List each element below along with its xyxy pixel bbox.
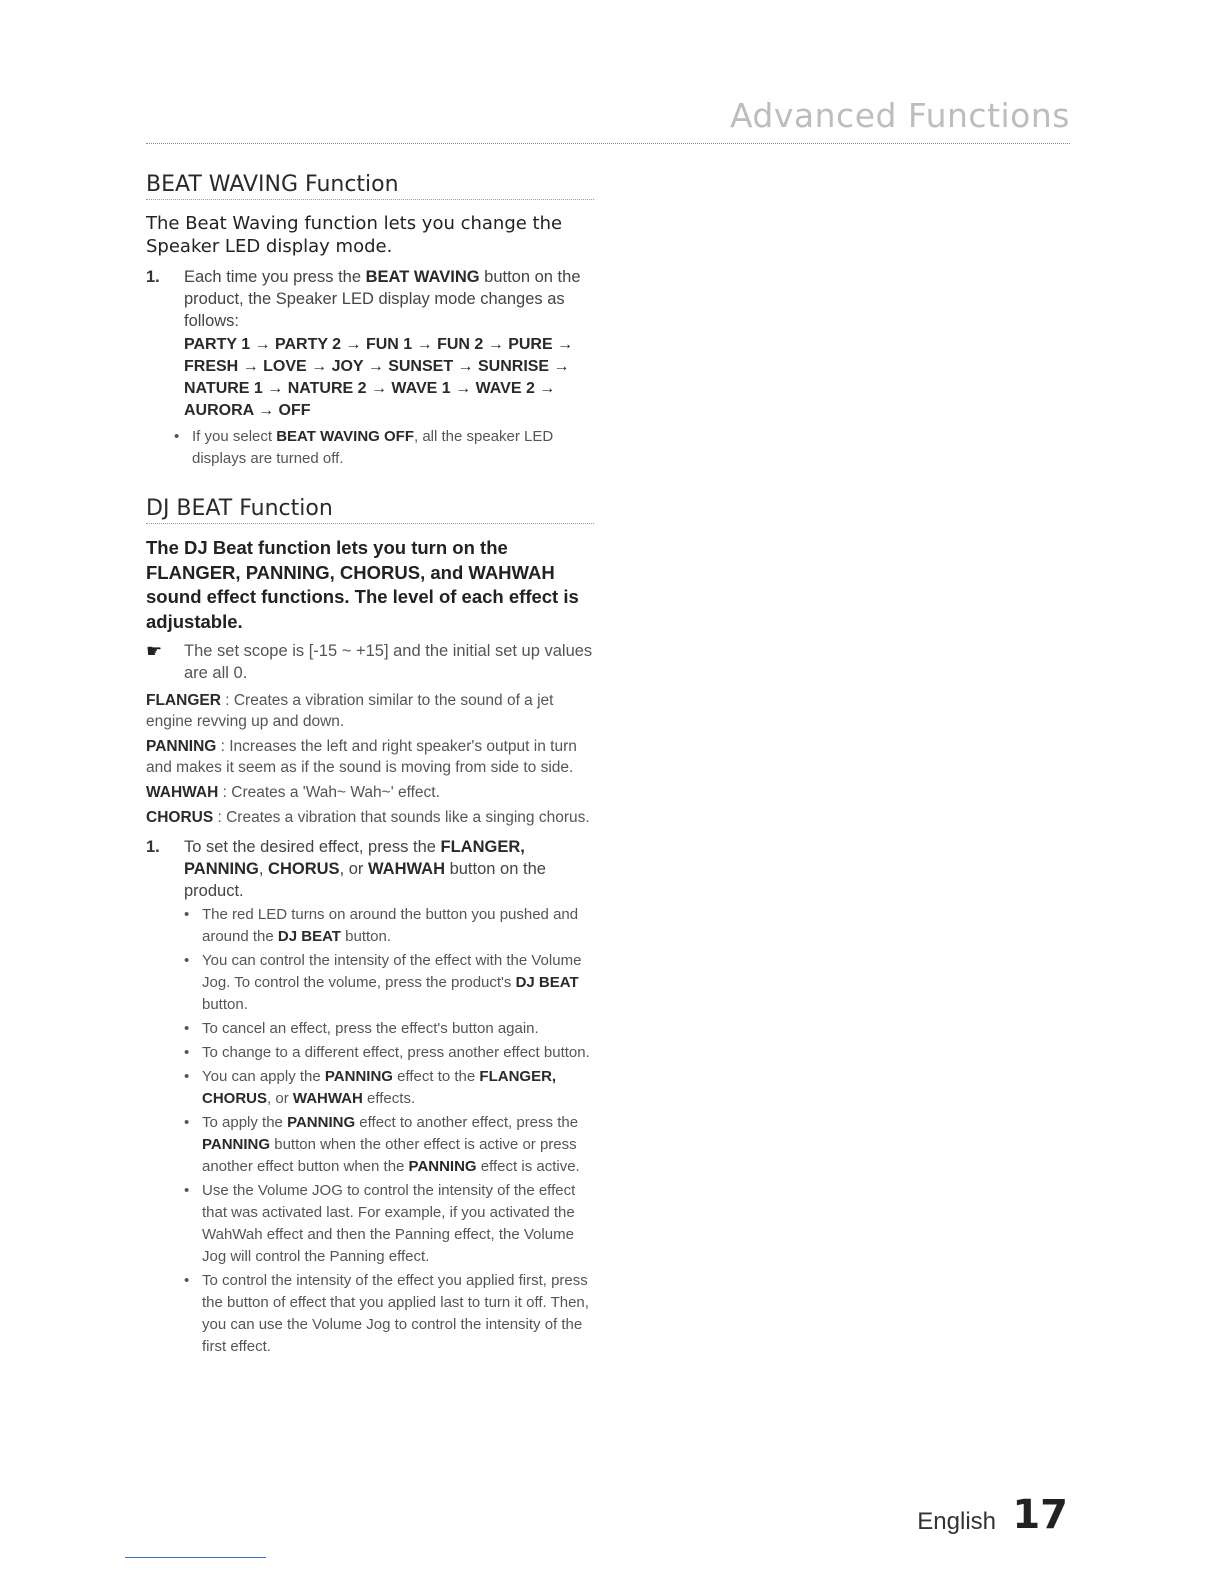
bullet-icon: •: [184, 906, 190, 923]
mode-sequence: PARTY 1 → PARTY 2 → FUN 1 → FUN 2 → PURE → FRESH → LOVE → JOY → SUNSET → SUNRISE → NATURE 1 → NATURE 2 → WAVE 1 → WAVE 2 → AURORA → OFF: [184, 336, 574, 419]
definition-wahwah: WAHWAH : Creates a 'Wah~ Wah~' effect.: [146, 784, 440, 801]
list-item: [184, 1042, 594, 1064]
section-intro: The Beat Waving function lets you change the Speaker LED display mode.: [146, 213, 563, 257]
step-number: 1.: [146, 838, 160, 856]
header-divider: [146, 143, 1070, 144]
beat-waving-section: [146, 172, 594, 470]
section-divider: [146, 523, 594, 524]
page-header-title: Advanced Functions: [729, 96, 1070, 135]
list-item: [184, 904, 594, 948]
bullet-icon: •: [174, 428, 180, 445]
bottom-divider: [125, 1557, 266, 1558]
bullet-text: To apply the PANNING effect to another effect, press the PANNING button when the other effect is active or press another effect button when the PANNING effect is active.: [202, 1114, 580, 1175]
section-title: DJ BEAT Function: [146, 496, 333, 521]
bullet-icon: •: [184, 1182, 190, 1199]
step-number: 1.: [146, 268, 160, 286]
definition-chorus: CHORUS : Creates a vibration that sounds like a singing chorus.: [146, 809, 590, 826]
step-text-bold: BEAT WAVING: [365, 268, 480, 286]
pointing-hand-icon: ☛: [146, 641, 163, 661]
bullet-text: To cancel an effect, press the effect's button again.: [202, 1020, 539, 1037]
bullet-text: To control the intensity of the effect you applied first, press the button of effect that you applied last to turn it off. Then, you can use the Volume Jog to control the intensity of the first effect.: [202, 1272, 589, 1355]
note: [146, 640, 594, 684]
step-text: button on the product, the Speaker LED display mode changes as follows:: [184, 268, 581, 330]
effect-definitions: [146, 690, 594, 828]
section-title: BEAT WAVING Function: [146, 172, 399, 197]
step-body: To set the desired effect, press the FLANGER, PANNING, CHORUS, or WAHWAH button on the product.: [184, 838, 546, 900]
bullet-text: To change to a different effect, press another effect button.: [202, 1044, 590, 1061]
bullet-text: Use the Volume JOG to control the intensity of the effect that was activated last. For example, if you activated the WahWah effect and then the Panning effect, the Volume Jog will control the Panning effect.: [202, 1182, 576, 1265]
step-body: [184, 266, 594, 422]
dj-beat-section: [146, 496, 594, 1358]
list-item: [184, 950, 594, 1016]
bullet-icon: •: [184, 1068, 190, 1085]
bullet-icon: •: [184, 1272, 190, 1289]
bullet-icon: •: [184, 1114, 190, 1131]
step-bullets: [184, 904, 594, 1358]
definition-panning: PANNING : Increases the left and right speaker's output in turn and makes it seem as if the sound is moving from side to side.: [146, 738, 577, 776]
list-item: [184, 1270, 594, 1358]
step-item: [146, 836, 594, 902]
section-divider: [146, 199, 594, 200]
footer-language: English: [917, 1508, 996, 1535]
list-item: [184, 1112, 594, 1178]
bullet-icon: •: [184, 1020, 190, 1037]
step-text: Each time you press the: [184, 268, 366, 286]
bullet-text: The red LED turns on around the button you pushed and around the DJ BEAT button.: [202, 906, 579, 945]
bullet-text: If you select BEAT WAVING OFF, all the speaker LED displays are turned off.: [192, 428, 554, 467]
list-item: [174, 426, 594, 470]
note-text: The set scope is [-15 ~ +15] and the initial set up values are all 0.: [184, 642, 593, 682]
page-number: 17: [1012, 1492, 1068, 1538]
list-item: [184, 1018, 594, 1040]
list-item: [184, 1066, 594, 1110]
step-item: [146, 266, 594, 422]
bullet-text: You can apply the PANNING effect to the FLANGER, CHORUS, or WAHWAH effects.: [202, 1068, 557, 1107]
section-intro: The DJ Beat function lets you turn on the FLANGER, PANNING, CHORUS, and WAHWAH sound effect functions. The level of each effect is adjustable.: [146, 537, 579, 632]
definition-flanger: FLANGER : Creates a vibration similar to the sound of a jet engine revving up and down.: [146, 692, 554, 730]
bullet-icon: •: [184, 1044, 190, 1061]
bullet-text: You can control the intensity of the effect with the Volume Jog. To control the volume, press the product's DJ BEAT button.: [202, 952, 582, 1013]
bullet-icon: •: [184, 952, 190, 969]
list-item: [184, 1180, 594, 1268]
